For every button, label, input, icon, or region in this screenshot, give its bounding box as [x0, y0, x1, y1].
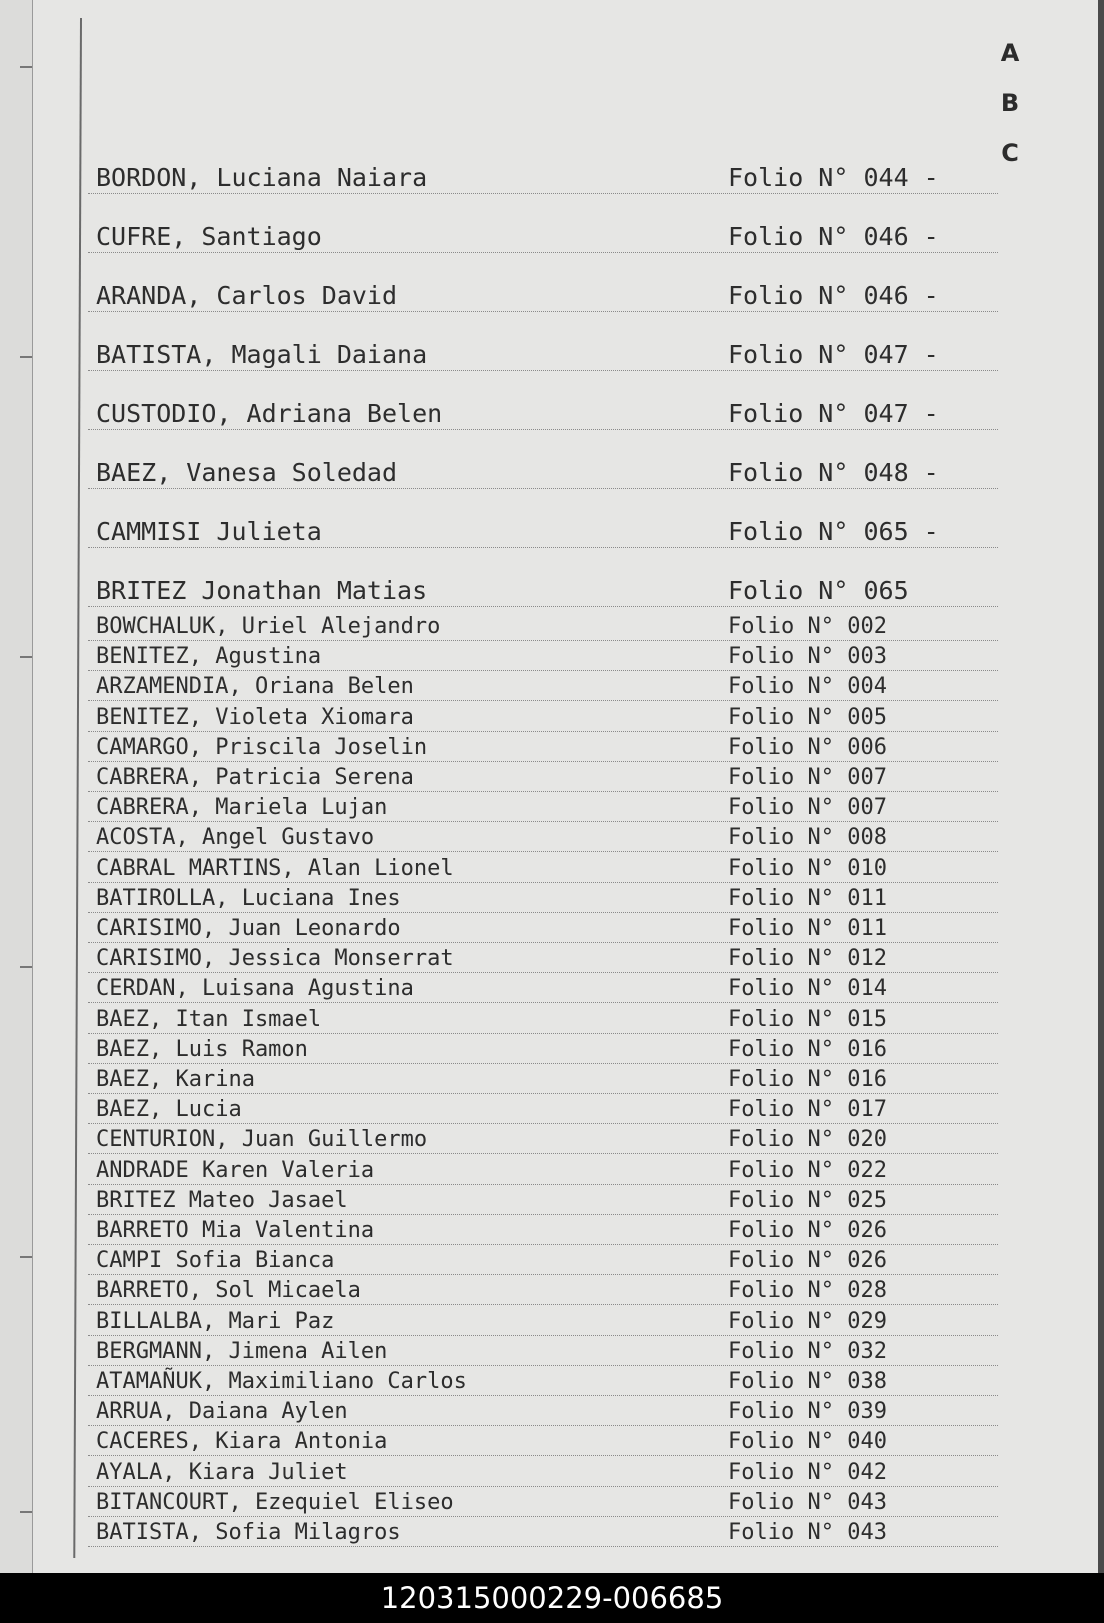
entry-folio: Folio N° 065	[728, 576, 909, 605]
entry-name: BILLALBA, Mari Paz	[96, 1308, 335, 1334]
entry-name: BATISTA, Sofia Milagros	[96, 1520, 401, 1545]
ledger-row	[88, 252, 998, 312]
ledger-row	[88, 1154, 998, 1185]
entry-folio: Folio N° 016	[728, 1067, 887, 1092]
entry-folio: Folio N° 043	[728, 1489, 887, 1515]
ledger-row	[88, 1456, 998, 1487]
entry-folio: Folio N° 005	[728, 704, 887, 730]
entry-folio: Folio N° 003	[728, 644, 887, 670]
entry-folio: Folio N° 022	[728, 1157, 887, 1183]
entry-name: CUSTODIO, Adriana Belen	[96, 399, 443, 428]
entry-name: ARZAMENDIA, Oriana Belen	[96, 674, 414, 700]
margin-line	[73, 18, 82, 1558]
entry-folio: Folio N° 011	[728, 916, 887, 941]
entry-name: BAEZ, Itan Ismael	[96, 1006, 322, 1032]
entry-folio: Folio N° 020	[728, 1127, 887, 1153]
entry-folio: Folio N° 026	[728, 1218, 887, 1243]
entry-folio: Folio N° 007	[728, 765, 887, 790]
ledger-row	[88, 761, 998, 792]
entry-folio: Folio N° 044 -	[728, 163, 939, 192]
ledger-row	[88, 791, 998, 822]
entry-folio: Folio N° 006	[728, 734, 887, 760]
binding-notch	[20, 66, 32, 68]
entry-folio: Folio N° 043	[728, 1520, 887, 1545]
entry-folio: Folio N° 038	[728, 1369, 887, 1394]
ledger-row	[88, 731, 998, 762]
entry-folio: Folio N° 046 -	[728, 222, 939, 251]
ledger-row	[88, 429, 998, 489]
entry-name: CACERES, Kiara Antonia	[96, 1429, 388, 1455]
ledger-row	[88, 701, 998, 732]
entry-name: BENITEZ, Agustina	[96, 644, 322, 670]
entry-name: CABRAL MARTINS, Alan Lionel	[96, 855, 454, 881]
entry-name: CERDAN, Luisana Agustina	[96, 976, 414, 1002]
ledger-row	[88, 912, 998, 943]
ledger-row	[88, 311, 998, 371]
entry-name: BRITEZ Mateo Jasael	[96, 1187, 348, 1213]
entry-folio: Folio N° 015	[728, 1006, 887, 1032]
ledger-row	[88, 821, 998, 852]
binding-notch	[20, 356, 32, 358]
entry-folio: Folio N° 028	[728, 1278, 887, 1304]
entry-name: CABRERA, Mariela Lujan	[96, 795, 388, 821]
entry-folio: Folio N° 025	[728, 1187, 887, 1213]
ledger-row	[88, 1123, 998, 1154]
entry-folio: Folio N° 048 -	[728, 458, 939, 487]
entry-name: BORDON, Luciana Naiara	[96, 163, 428, 192]
ledger-row	[88, 1425, 998, 1456]
tab-c: C	[1001, 139, 1019, 167]
entry-name: BAEZ, Karina	[96, 1067, 255, 1092]
entry-name: BARRETO, Sol Micaela	[96, 1278, 361, 1304]
entry-name: CAMMISI Julieta	[96, 517, 322, 546]
entry-name: CENTURION, Juan Guillermo	[96, 1127, 428, 1153]
ledger-row	[88, 1305, 998, 1336]
entry-folio: Folio N° 008	[728, 825, 887, 851]
ledger-row	[88, 547, 998, 607]
binding-strip	[0, 0, 33, 1573]
entry-name: CAMPI Sofia Bianca	[96, 1248, 335, 1274]
ledger-row	[88, 1274, 998, 1305]
ledger-row	[88, 193, 998, 253]
entry-folio: Folio N° 012	[728, 946, 887, 972]
ledger-row	[88, 972, 998, 1003]
binding-notch	[20, 1511, 32, 1513]
ledger-row	[88, 134, 998, 194]
ledger-row	[88, 1093, 998, 1124]
ledger-row	[88, 1486, 998, 1517]
ledger-row	[88, 1335, 998, 1366]
ledger-row	[88, 852, 998, 883]
entry-folio: Folio N° 047 -	[728, 399, 939, 428]
entry-name: ARANDA, Carlos David	[96, 281, 398, 310]
ledger-row	[88, 640, 998, 671]
entry-name: BATIROLLA, Luciana Ines	[96, 885, 401, 911]
entry-name: BENITEZ, Violeta Xiomara	[96, 704, 414, 730]
ledger-row	[88, 1395, 998, 1426]
ledger-row	[88, 942, 998, 973]
ledger-row	[88, 370, 998, 430]
entry-folio: Folio N° 042	[728, 1459, 887, 1485]
entry-folio: Folio N° 065 -	[728, 517, 939, 546]
document-code: 120315000229-006685	[0, 1573, 1104, 1623]
tab-b: B	[1000, 89, 1020, 117]
entry-name: CARISIMO, Jessica Monserrat	[96, 946, 454, 972]
ledger-row	[88, 1003, 998, 1034]
ledger-row	[88, 882, 998, 913]
binding-notch	[20, 1256, 32, 1258]
entry-folio: Folio N° 016	[728, 1036, 887, 1062]
ledger-row	[88, 1063, 998, 1094]
entry-folio: Folio N° 039	[728, 1399, 887, 1425]
entry-folio: Folio N° 002	[728, 614, 887, 639]
ledger-row	[88, 1244, 998, 1275]
entry-folio: Folio N° 032	[728, 1338, 887, 1364]
entry-name: ANDRADE Karen Valeria	[96, 1157, 375, 1183]
ledger-row	[88, 488, 998, 548]
entry-name: ATAMAÑUK, Maximiliano Carlos	[96, 1369, 467, 1394]
entry-name: CUFRE, Santiago	[96, 222, 322, 251]
ledger-row	[88, 670, 998, 701]
entry-name: BAEZ, Lucia	[96, 1097, 242, 1123]
ledger-row	[88, 1516, 998, 1547]
ledger-row	[88, 610, 998, 641]
entry-folio: Folio N° 007	[728, 795, 887, 821]
entry-name: CABRERA, Patricia Serena	[96, 765, 414, 790]
entry-name: BAEZ, Vanesa Soledad	[96, 458, 398, 487]
entry-folio: Folio N° 047 -	[728, 340, 939, 369]
entry-name: BERGMANN, Jimena Ailen	[96, 1338, 388, 1364]
entry-folio: Folio N° 014	[728, 976, 887, 1002]
entry-name: ACOSTA, Angel Gustavo	[96, 825, 375, 851]
entry-name: BATISTA, Magali Daiana	[96, 340, 428, 369]
entry-folio: Folio N° 026	[728, 1248, 887, 1274]
tab-a: A	[1000, 39, 1020, 67]
entry-folio: Folio N° 017	[728, 1097, 887, 1123]
ledger-row	[88, 1184, 998, 1215]
ledger-row	[88, 1033, 998, 1064]
entry-name: BRITEZ Jonathan Matias	[96, 576, 428, 605]
page-edge	[1098, 0, 1104, 1573]
entry-name: AYALA, Kiara Juliet	[96, 1459, 348, 1485]
entry-name: BAEZ, Luis Ramon	[96, 1036, 308, 1062]
entry-name: BITANCOURT, Ezequiel Eliseo	[96, 1489, 454, 1515]
ledger-row	[88, 1214, 998, 1245]
entry-folio: Folio N° 029	[728, 1308, 887, 1334]
binding-notch	[20, 656, 32, 658]
entry-folio: Folio N° 046 -	[728, 281, 939, 310]
entry-name: ARRUA, Daiana Aylen	[96, 1399, 348, 1425]
entry-name: CARISIMO, Juan Leonardo	[96, 916, 401, 941]
entry-folio: Folio N° 004	[728, 674, 887, 700]
entry-folio: Folio N° 040	[728, 1429, 887, 1455]
entry-folio: Folio N° 010	[728, 855, 887, 881]
entry-name: CAMARGO, Priscila Joselin	[96, 734, 428, 760]
entry-name: BOWCHALUK, Uriel Alejandro	[96, 614, 441, 639]
binding-notch	[20, 966, 32, 968]
ledger-row	[88, 1365, 998, 1396]
entry-folio: Folio N° 011	[728, 885, 887, 911]
entry-name: BARRETO Mia Valentina	[96, 1218, 375, 1243]
